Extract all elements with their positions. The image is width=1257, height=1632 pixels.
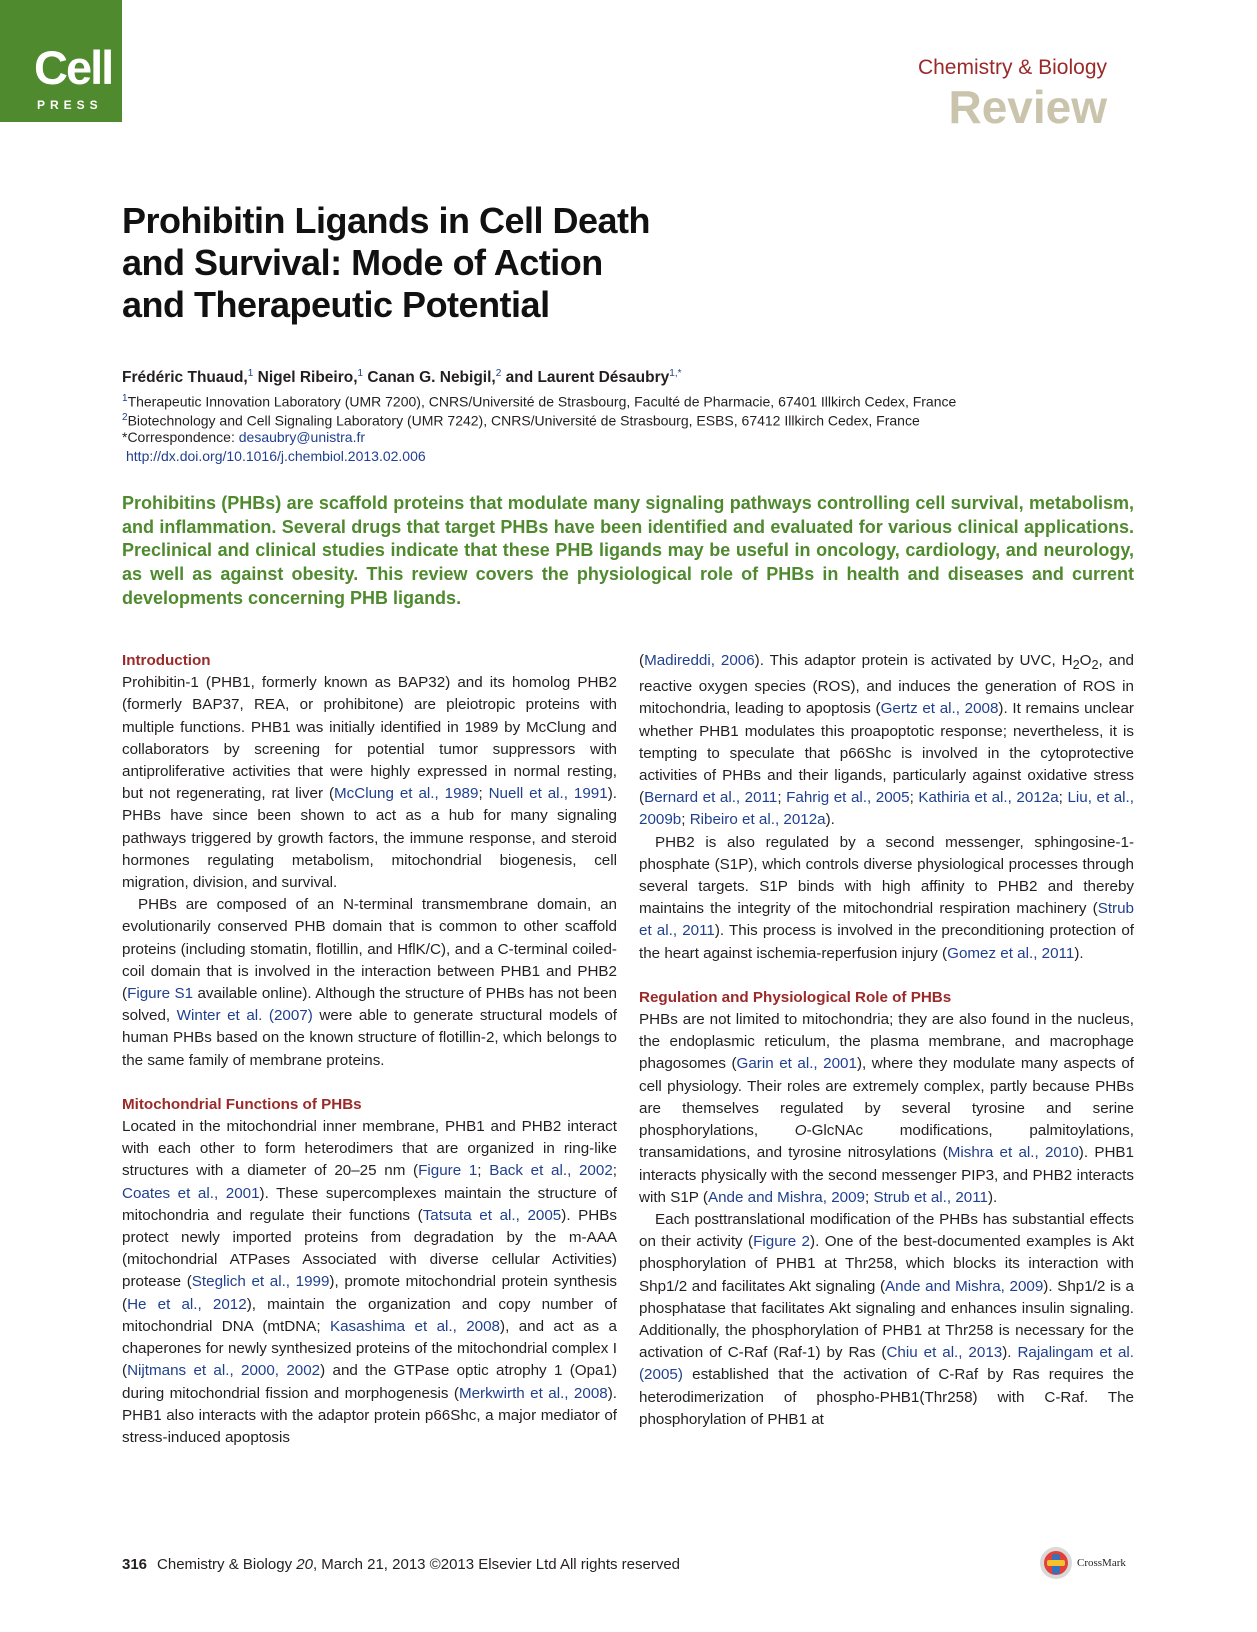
citation-link[interactable]: Fahrig et al., 2005	[786, 789, 910, 807]
citation-link[interactable]: Figure S1	[127, 985, 194, 1003]
citation-link[interactable]: Bernard et al., 2011	[644, 789, 778, 807]
section-label: Review	[948, 81, 1107, 133]
text-run: (	[639, 652, 645, 669]
affiliation-number: 2	[122, 412, 128, 423]
doi-link[interactable]: http://dx.doi.org/10.1016/j.chembiol.2013.02.006	[126, 448, 426, 464]
correspondence-email-link[interactable]: desaubry@unistra.fr	[238, 429, 366, 445]
citation-link[interactable]: Rajalingam et al. (2005)	[639, 1344, 1135, 1384]
title-line: Prohibitin Ligands in Cell Death	[122, 200, 651, 241]
crossmark-badge[interactable]	[1039, 1546, 1126, 1580]
paragraph	[122, 894, 617, 1072]
citation-link[interactable]: Madireddi, 2006	[644, 652, 755, 669]
author-affiliation-mark[interactable]: 2	[495, 368, 502, 379]
paragraph	[639, 650, 1134, 832]
text-run: ). PHBs have since been shown to act as a hub for many signaling pathways triggered by growth factors, the immune response, and steroid hormones regulating metabolism, mitochondrial biogenesis, cell migration, division, and survival.	[122, 785, 617, 892]
text-run: ). This process is involved in the preconditioning protection of the heart against ischemia-reperfusion injury (	[639, 922, 1134, 962]
text-run: ).	[825, 811, 835, 829]
text-run: ).	[987, 1188, 998, 1206]
text-run: ). It remains unclear whether PHB1 modulates this proapoptotic response; nevertheless, it is tempting to speculate that p66Shc is involved in the cytoprotective activities of PHBs and their ligands, particularly against oxidative stress (	[639, 700, 1134, 807]
text-run: Located in the mitochondrial inner membrane, PHB1 and PHB2 interact with each other to form heterodimers that are organized in ring-like structures with a diameter of 20–25 nm (	[122, 1118, 617, 1180]
citation-link[interactable]: Kasashima et al., 2008	[329, 1317, 501, 1335]
title-line: and Survival: Mode of Action	[122, 242, 603, 283]
text-run: PHBs are not limited to mitochondria; they are also found in the nucleus, the endoplasmic reticulum, the plasma membrane, and macrophage phagosomes (	[639, 1011, 1134, 1073]
author-name: and Laurent Désaubry	[501, 369, 670, 387]
crossmark-label: CrossMark	[1077, 1557, 1126, 1569]
citation-link[interactable]: Ande and Mishra, 2009	[707, 1188, 865, 1206]
citation-link[interactable]: Steglich et al., 1999	[191, 1273, 330, 1291]
text-run: ;	[478, 785, 489, 803]
author-name: Frédéric Thuaud,	[122, 369, 248, 387]
text-run: ). PHBs protect newly imported proteins from degradation by the m-AAA (mitochondrial ATPases Associated with diverse cellular Activities) protease (	[122, 1206, 617, 1291]
title-line: and Therapeutic Potential	[122, 284, 550, 325]
author-affiliation-mark[interactable]: 1	[357, 368, 364, 379]
subscript: 2	[1091, 658, 1099, 673]
citation-link[interactable]: Strub et al., 2011	[873, 1188, 988, 1206]
citation-link[interactable]: Back et al., 2002	[489, 1162, 613, 1180]
citation-link[interactable]: Ribeiro et al., 2012a	[689, 811, 826, 829]
text-run: ). PHB1 interacts physically with the second messenger PIP3, and PHB2 interacts with S1P (	[639, 1144, 1134, 1206]
abstract: Prohibitins (PHBs) are scaffold proteins that modulate many signaling pathways controlling cell survival, metabolism, and inflammation. Several drugs that target PHBs have been identified and evaluated for various clinical applications. Preclinical and clinical studies indicate that these PHB ligands may be useful in oncology, cardiology, and neurology, as well as against obesity. This review covers the physiological role of PHBs in health and diseases and current developments concerning PHB ligands.	[122, 493, 1134, 608]
footer-volume: 20	[296, 1556, 313, 1573]
correspondence	[122, 428, 365, 446]
citation-link[interactable]: Nijtmans et al., 2000, 2002	[127, 1362, 321, 1380]
citation-link[interactable]: Tatsuta et al., 2005	[422, 1206, 562, 1224]
page-footer	[122, 1556, 680, 1573]
text-run: ;	[777, 789, 787, 807]
text-run: PHB2 is also regulated by a second messenger, sphingosine-1-phosphate (S1P), which controls diverse physiological processes through several targets. S1P binds with high affinity to PHB2 and thereby maintains the integrity of the mitochondrial respiration machinery (	[639, 833, 1134, 918]
citation-link[interactable]: He et al., 2012	[127, 1295, 247, 1313]
text-run: established that the activation of C-Raf by Ras requires the heterodimerization of phospho-PHB1(Thr258) with C-Raf. The phosphorylation of PHB1 at	[639, 1366, 1134, 1428]
text-run: Each posttranslational modification of the PHBs has substantial effects on their activity (	[639, 1210, 1134, 1251]
text-run: ), maintain the organization and copy number of mitochondrial DNA (mtDNA;	[122, 1295, 617, 1335]
text-run: available online). Although the structure of PHBs has not been solved,	[122, 985, 617, 1025]
text-run: ;	[612, 1162, 617, 1180]
citation-link[interactable]: Liu, et al., 2009b	[639, 789, 1134, 829]
affiliation-2	[122, 409, 920, 430]
text-run: ).	[1002, 1344, 1018, 1362]
text-run: ). These supercomplexes maintain the structure of mitochondria and regulate their functions (	[122, 1184, 617, 1224]
citation-link[interactable]: Chiu et al., 2013	[886, 1344, 1003, 1362]
citation-link[interactable]: Merkwirth et al., 2008	[458, 1384, 608, 1402]
doi	[126, 447, 426, 465]
author-name: Canan G. Nebigil,	[363, 369, 496, 387]
citation-link[interactable]: Coates et al., 2001	[122, 1184, 260, 1202]
correspondence-label: *Correspondence:	[122, 429, 239, 445]
body-column-left	[122, 650, 617, 1449]
affiliation-text: Biotechnology and Cell Signaling Laboratory (UMR 7242), CNRS/Université de Strasbourg, ESBS, 67412 Illkirch Cedex, France	[127, 412, 920, 429]
paragraph	[639, 1009, 1134, 1209]
text-run: ).	[1074, 944, 1084, 962]
author-affiliation-mark[interactable]: 1	[247, 368, 254, 379]
author-list	[122, 368, 682, 387]
affiliation-number: 1	[122, 393, 128, 404]
page-number: 316	[122, 1556, 148, 1573]
text-run: ). Shp1/2 is a phosphatase that facilitates Akt signaling and enhances insulin signaling. Additionally, the phosphorylation of PHB1 at Thr258 is necessary for the activation of C-Raf (Raf-1) by Ras (	[639, 1277, 1134, 1362]
text-run: ), and act as a chaperones for newly synthesized proteins of the mitochondrial complex I (	[122, 1317, 617, 1380]
cell-press-logo	[0, 0, 122, 122]
citation-link[interactable]: Figure 1	[418, 1162, 478, 1180]
text-run: ;	[1058, 789, 1068, 807]
text-run: ;	[864, 1188, 874, 1206]
text-run: , and reactive oxygen species (ROS), and induces the generation of ROS in mitochondria, leading to apoptosis (	[639, 652, 1134, 718]
text-run: ), promote mitochondrial protein synthesis (	[122, 1273, 617, 1313]
logo-cell-text: Cell	[34, 41, 113, 94]
text-run: ;	[681, 811, 690, 829]
text-run: O	[1079, 652, 1092, 669]
italic-text: O	[794, 1122, 807, 1140]
section-heading-introduction: Introduction	[122, 652, 211, 669]
citation-link[interactable]: McClung et al., 1989	[334, 785, 479, 803]
author-name: Nigel Ribeiro,	[253, 369, 358, 387]
text-run: ). PHB1 also interacts with the adaptor protein p66Shc, a major mediator of stress-induced apoptosis	[122, 1384, 618, 1446]
citation-link[interactable]: Kathiria et al., 2012a	[918, 789, 1059, 807]
author-affiliation-mark[interactable]: 1,*	[669, 368, 682, 379]
text-run: -GlcNAc modifications, palmitoylations, transamidations, and tyrosine nitrosylations (	[639, 1122, 1134, 1162]
text-run: were able to generate structural models of human PHBs based on the known structure of flotillin-2, which belongs to the same family of membrane proteins.	[122, 1007, 617, 1069]
footer-copyright: , March 21, 2013 ©2013 Elsevier Ltd All rights reserved	[312, 1556, 681, 1573]
text-run: Prohibitin-1 (PHB1, formerly known as BAP32) and its homolog PHB2 (formerly BAP37, REA, or prohibitone) are pleiotropic proteins with multiple functions. PHB1 was initially identified in 1989 by McClung and collaborators by screening for potential tumor suppressors with antiproliferative activities that were highly expressed in normal resting, but not regenerating, rat liver (	[122, 674, 617, 803]
section-heading-regulation: Regulation and Physiological Role of PHBs	[639, 988, 952, 1006]
text-run: ), where they modulate many aspects of cell physiology. Their roles are extremely complex, partly because PHBs are themselves regulated by several tyrosine and serine phosphorylations,	[639, 1055, 1134, 1140]
text-run: ) and the GTPase optic atrophy 1 (Opa1) during mitochondrial fission and morphogenesis (	[122, 1362, 617, 1402]
article-title	[122, 200, 762, 326]
text-run: ). One of the best-documented examples is Akt phosphorylation of PHB1 at Thr258, which blocks its interaction with Shp1/2 and facilitates Akt signaling (	[639, 1233, 1134, 1295]
text-run: ;	[909, 789, 919, 807]
text-run: ;	[477, 1162, 490, 1180]
text-run: ). This adaptor protein is activated by UVC, H	[754, 652, 1073, 669]
subscript: 2	[1072, 658, 1080, 673]
journal-name: Chemistry & Biology	[917, 56, 1107, 79]
footer-journal: Chemistry & Biology	[157, 1556, 297, 1573]
affiliation-text: Therapeutic Innovation Laboratory (UMR 7200), CNRS/Université de Strasbourg, Faculté de Pharmacie, 67401 Illkirch Cedex, France	[127, 393, 957, 410]
citation-link[interactable]: Gomez et al., 2011	[947, 944, 1075, 962]
paragraph	[639, 832, 1134, 965]
citation-link[interactable]: Winter et al. (2007)	[176, 1007, 313, 1025]
citation-link[interactable]: Garin et al., 2001	[736, 1055, 857, 1073]
crossmark-icon	[1039, 1546, 1073, 1580]
citation-link[interactable]: Gertz et al., 2008	[880, 700, 999, 718]
affiliation-1	[122, 390, 956, 411]
body-column-right	[639, 650, 1134, 1431]
section-heading-mitochondrial-functions: Mitochondrial Functions of PHBs	[122, 1095, 362, 1113]
logo-press-text: PRESS	[37, 98, 103, 112]
text-run: PHBs are composed of an N-terminal transmembrane domain, an evolutionarily conserved PHB domain that is common to other scaffold proteins (including stomatin, flotillin, and HflK/C), and a C-terminal coiled-coil domain that is involved in the interaction between PHB1 and PHB2 (	[122, 896, 617, 1003]
citation-link[interactable]: Nuell et al., 1991	[488, 785, 608, 803]
citation-link[interactable]: Ande and Mishra, 2009	[885, 1277, 1044, 1295]
citation-link[interactable]: Strub et al., 2011	[639, 900, 1134, 940]
paragraph	[639, 1209, 1134, 1431]
citation-link[interactable]: Figure 2	[753, 1233, 811, 1251]
paragraph	[122, 672, 617, 894]
citation-link[interactable]: Mishra et al., 2010	[947, 1144, 1079, 1162]
paragraph	[122, 1116, 617, 1449]
